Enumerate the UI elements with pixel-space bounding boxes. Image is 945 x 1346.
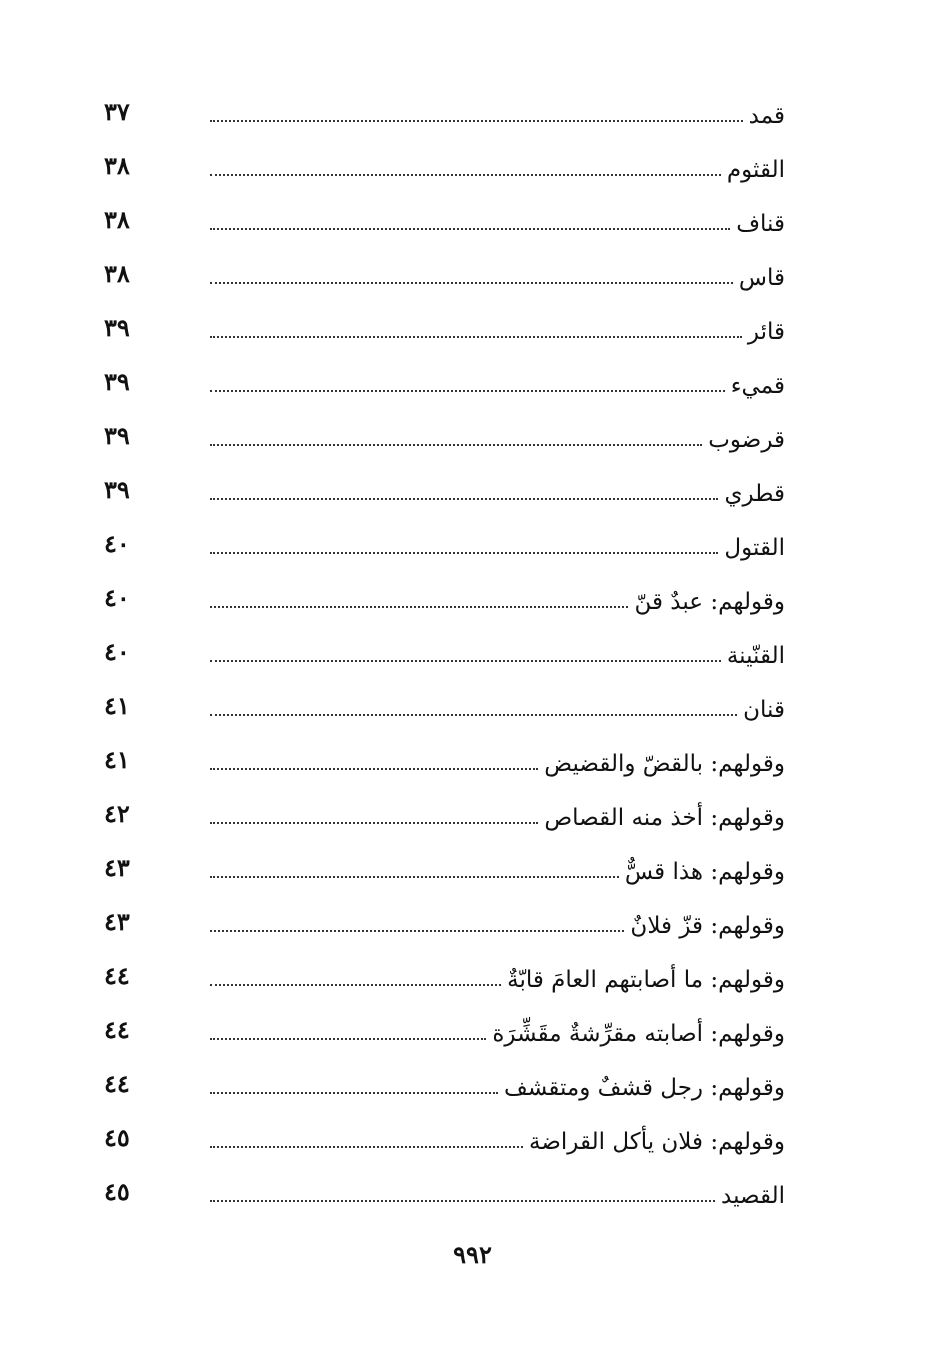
toc-entry-page-number: ٤٤ — [104, 1069, 130, 1098]
toc-entry — [100, 618, 785, 672]
toc-entry-page-number: ٤٤ — [104, 1015, 130, 1044]
toc-entry-page-number: ٣٩ — [104, 421, 130, 450]
toc-entry-page-number: ٤٥ — [104, 1177, 130, 1206]
toc-entry-page-number: ٤١ — [104, 745, 130, 774]
dot-leader — [210, 282, 733, 284]
dot-leader — [210, 1146, 523, 1148]
toc-entry-title: وقولهم: ما أصابتهم العامَ قابّةٌ — [507, 967, 785, 993]
toc-entry-title: القنّينة — [726, 643, 785, 669]
toc-entry-title: وقولهم: قزّ فلانٌ — [630, 913, 785, 939]
toc-entry-title: قطري — [724, 481, 785, 507]
dot-leader — [210, 606, 628, 608]
toc-entry — [100, 402, 785, 456]
toc-entry-title: القتول — [724, 535, 785, 561]
dot-leader — [210, 984, 501, 986]
toc-entry — [100, 888, 785, 942]
toc-entry — [100, 132, 785, 186]
dot-leader — [210, 498, 718, 500]
dot-leader — [210, 930, 624, 932]
toc-entry-title: وقولهم: هذا قسٌّ — [624, 859, 785, 885]
toc-entry-page-number: ٣٨ — [104, 205, 130, 234]
toc-entry-page-number: ٣٩ — [104, 367, 130, 396]
dot-leader — [210, 174, 721, 176]
toc-entry-page-number: ٤٥ — [104, 1123, 130, 1152]
toc-entry-title: قاس — [738, 265, 785, 291]
toc-entry-page-number: ٤٢ — [104, 799, 130, 828]
toc-entry — [100, 1158, 785, 1212]
toc-entry — [100, 726, 785, 780]
toc-entry-page-number: ٤٠ — [104, 529, 130, 558]
toc-entry — [100, 1050, 785, 1104]
page-number-footer: ٩٩٢ — [453, 1240, 492, 1269]
dot-leader — [210, 1092, 498, 1094]
dot-leader — [210, 876, 619, 878]
toc-entry-title: وقولهم: أصابته مقرِّشةٌ مقَشِّرَة — [492, 1021, 785, 1047]
toc-entry — [100, 996, 785, 1050]
toc-entry-page-number: ٤٤ — [104, 961, 130, 990]
toc-entry-page-number: ٣٩ — [104, 475, 130, 504]
dot-leader — [210, 1200, 715, 1202]
dot-leader — [210, 552, 718, 554]
toc-entry — [100, 186, 785, 240]
dot-leader — [210, 228, 730, 230]
toc-entry — [100, 294, 785, 348]
toc-entry — [100, 240, 785, 294]
toc-entry — [100, 672, 785, 726]
dot-leader — [210, 822, 538, 824]
toc-entry-title: قميء — [730, 373, 785, 399]
dot-leader — [210, 390, 725, 392]
toc-entry-title: القصيد — [721, 1183, 785, 1209]
dot-leader — [210, 714, 737, 716]
toc-entry-title: قرضوب — [708, 427, 785, 453]
toc-entry-title: وقولهم: أخذ منه القصاص — [544, 805, 785, 831]
toc-entry-page-number: ٣٩ — [104, 313, 130, 342]
dot-leader — [210, 444, 702, 446]
toc-entry — [100, 348, 785, 402]
dot-leader — [210, 660, 721, 662]
toc-entry-page-number: ٤٣ — [104, 907, 130, 936]
toc-entry — [100, 780, 785, 834]
toc-entry — [100, 78, 785, 132]
toc-entry-title: قمد — [748, 103, 785, 129]
toc-entry — [100, 834, 785, 888]
toc-entry — [100, 942, 785, 996]
toc-entry-page-number: ٣٨ — [104, 259, 130, 288]
dot-leader — [210, 336, 742, 338]
toc-entry — [100, 1104, 785, 1158]
toc-entry-page-number: ٤١ — [104, 691, 130, 720]
toc-entry-page-number: ٣٨ — [104, 151, 130, 180]
toc-entry-title: وقولهم: بالقضّ والقضيض — [544, 751, 785, 777]
toc-entry — [100, 456, 785, 510]
toc-entry-title: قائر — [747, 319, 785, 345]
table-of-contents — [100, 78, 785, 1212]
toc-entry-title: قناف — [736, 211, 785, 237]
toc-entry — [100, 564, 785, 618]
toc-entry-page-number: ٤٠ — [104, 583, 130, 612]
toc-entry-title: وقولهم: فلان يأكل القراضة — [529, 1129, 785, 1155]
dot-leader — [210, 768, 538, 770]
toc-entry-page-number: ٣٧ — [104, 97, 130, 126]
toc-entry-title: قنان — [743, 697, 785, 723]
dot-leader — [210, 120, 743, 122]
toc-entry-title: وقولهم: رجل قشفٌ ومتقشف — [504, 1075, 785, 1101]
toc-entry-title: القثوم — [726, 157, 785, 183]
toc-entry-page-number: ٤٠ — [104, 637, 130, 666]
toc-entry-title: وقولهم: عبدٌ قنّ — [634, 589, 785, 615]
toc-entry-page-number: ٤٣ — [104, 853, 130, 882]
dot-leader — [210, 1038, 486, 1040]
toc-entry — [100, 510, 785, 564]
